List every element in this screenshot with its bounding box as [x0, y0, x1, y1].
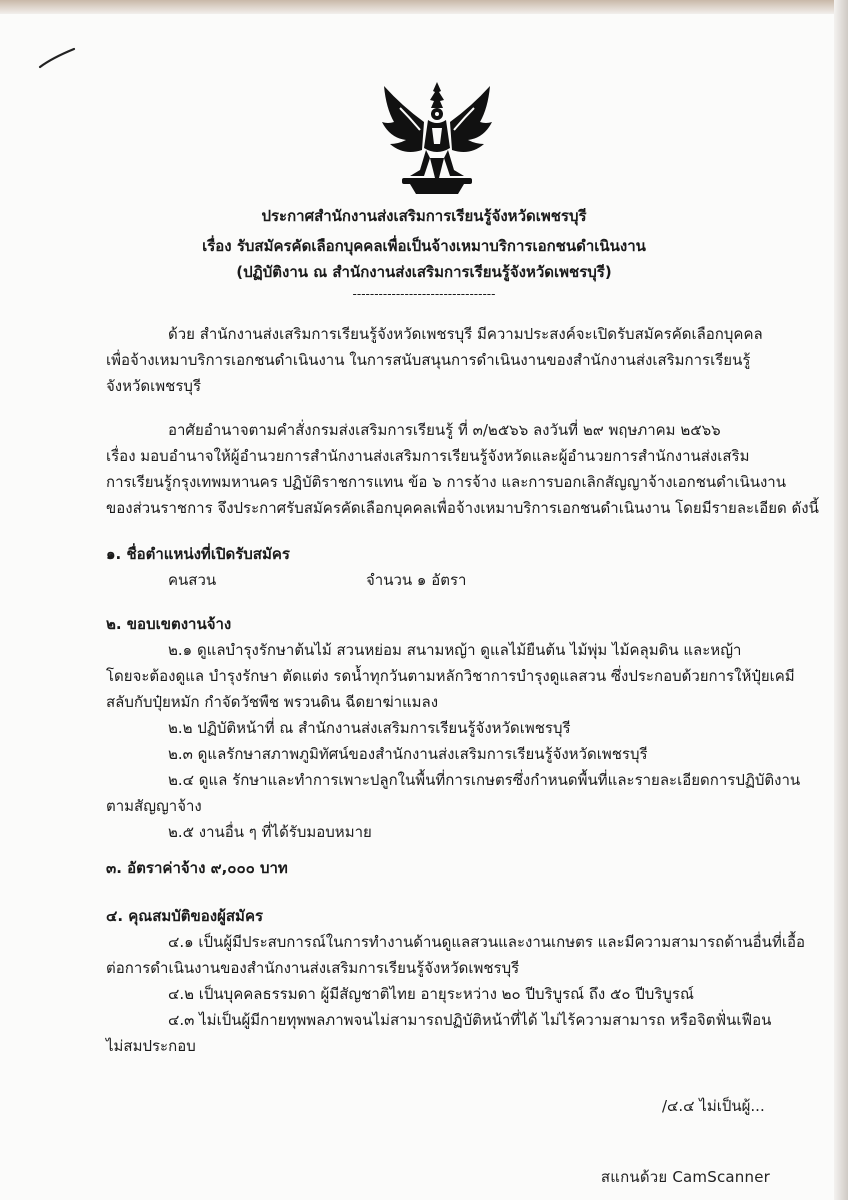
position-name: คนสวน [168, 571, 217, 589]
pen-mark-icon [38, 46, 78, 70]
announcement-subject: เรื่อง รับสมัครคัดเลือกบุคคลเพื่อเป็นจ้างเหมาบริการเอกชนดำเนินงาน [202, 237, 646, 255]
qualification-4-3-line1: ๔.๓ ไม่เป็นผู้มีกายทุพพลภาพจนไม่สามารถปฏิบัติหน้าที่ได้ ไม่ไร้ความสามารถ หรือจิตฟั่นเฟือน [168, 1011, 772, 1029]
garuda-emblem-icon [380, 78, 494, 196]
scope-item-2-1-line2: โดยจะต้องดูแล บำรุงรักษา ตัดแต่ง รดน้ำทุกวันตามหลักวิชาการบำรุงดูแลสวน ซึ่งประกอบด้วยการให้ปุ๋ยเคมี [106, 667, 795, 685]
intro-p1-line1: ด้วย สำนักงานส่งเสริมการเรียนรู้จังหวัดเพชรบุรี มีความประสงค์จะเปิดรับสมัครคัดเลือกบุคคล [168, 325, 763, 343]
scope-item-2-4-line2: ตามสัญญาจ้าง [106, 797, 202, 815]
continuation-marker: /๔.๔ ไม่เป็นผู้... [662, 1097, 765, 1115]
scan-right-edge [834, 0, 848, 1200]
camscanner-watermark: สแกนด้วย CamScanner [600, 1168, 770, 1186]
scope-item-2-1-line1: ๒.๑ ดูแลบำรุงรักษาต้นไม้ สวนหย่อม สนามหญ้า ดูแลไม้ยืนต้น ไม้พุ่ม ไม้คลุมดิน และหญ้า [168, 641, 742, 659]
section1-title: ๑. ชื่อตำแหน่งที่เปิดรับสมัคร [106, 545, 290, 563]
section4-title: ๔. คุณสมบัติของผู้สมัคร [106, 907, 264, 925]
intro-p2-line3: การเรียนรู้กรุงเทพมหานคร ปฏิบัติราชการแทน ข้อ ๖ การจ้าง และการบอกเลิกสัญญาจ้างเอกชนดำเนินงาน [106, 473, 786, 491]
section2-title: ๒. ขอบเขตงานจ้าง [106, 615, 232, 633]
header-separator: --------------------------------- [352, 287, 496, 301]
scan-top-edge [0, 0, 848, 14]
position-quota: จำนวน ๑ อัตรา [366, 571, 467, 589]
intro-p1-line3: จังหวัดเพชรบุรี [106, 377, 201, 395]
scope-item-2-1-line3: สลับกับปุ๋ยหมัก กำจัดวัชพืช พรวนดิน ฉีดยาฆ่าแมลง [106, 693, 439, 711]
section3-wage: ๓. อัตราค่าจ้าง ๙,๐๐๐ บาท [106, 859, 288, 877]
scope-item-2-5: ๒.๕ งานอื่น ๆ ที่ได้รับมอบหมาย [168, 823, 372, 841]
announcement-title: ประกาศสำนักงานส่งเสริมการเรียนรู้จังหวัดเพชรบุรี [261, 207, 587, 225]
intro-p2-line2: เรื่อง มอบอำนาจให้ผู้อำนวยการสำนักงานส่งเสริมการเรียนรู้จังหวัดและผู้อำนวยการสำนักงานส่งเสริม [106, 447, 750, 465]
scope-item-2-2: ๒.๒ ปฏิบัติหน้าที่ ณ สำนักงานส่งเสริมการเรียนรู้จังหวัดเพชรบุรี [168, 719, 571, 737]
announcement-location: (ปฏิบัติงาน ณ สำนักงานส่งเสริมการเรียนรู้จังหวัดเพชรบุรี) [236, 263, 612, 281]
intro-p2-line4: ของส่วนราชการ จึงประกาศรับสมัครคัดเลือกบุคคลเพื่อจ้างเหมาบริการเอกชนดำเนินงาน โดยมีรายละเอียด ดังนี้ [106, 499, 819, 517]
qualification-4-2: ๔.๒ เป็นบุคคลธรรมดา ผู้มีสัญชาติไทย อายุระหว่าง ๒๐ ปีบริบูรณ์ ถึง ๕๐ ปีบริบูรณ์ [168, 985, 694, 1003]
qualification-4-3-line2: ไม่สมประกอบ [106, 1037, 196, 1055]
scope-item-2-3: ๒.๓ ดูแลรักษาสภาพภูมิทัศน์ของสำนักงานส่งเสริมการเรียนรู้จังหวัดเพชรบุรี [168, 745, 648, 763]
intro-p2-line1: อาศัยอำนาจตามคำสั่งกรมส่งเสริมการเรียนรู้ ที่ ๓/๒๕๖๖ ลงวันที่ ๒๙ พฤษภาคม ๒๕๖๖ [168, 421, 721, 439]
scope-item-2-4-line1: ๒.๔ ดูแล รักษาและทำการเพาะปลูกในพื้นที่การเกษตรซึ่งกำหนดพื้นที่และรายละเอียดการปฏิบัติงาน [168, 771, 801, 789]
qualification-4-1-line2: ต่อการดำเนินงานของสำนักงานส่งเสริมการเรียนรู้จังหวัดเพชรบุรี [106, 959, 520, 977]
qualification-4-1-line1: ๔.๑ เป็นผู้มีประสบการณ์ในการทำงานด้านดูแลสวนและงานเกษตร และมีความสามารถด้านอื่นที่เอื้อ [168, 933, 805, 951]
intro-p1-line2: เพื่อจ้างเหมาบริการเอกชนดำเนินงาน ในการสนับสนุนการดำเนินงานของสำนักงานส่งเสริมการเรียนรู้ [106, 351, 751, 369]
